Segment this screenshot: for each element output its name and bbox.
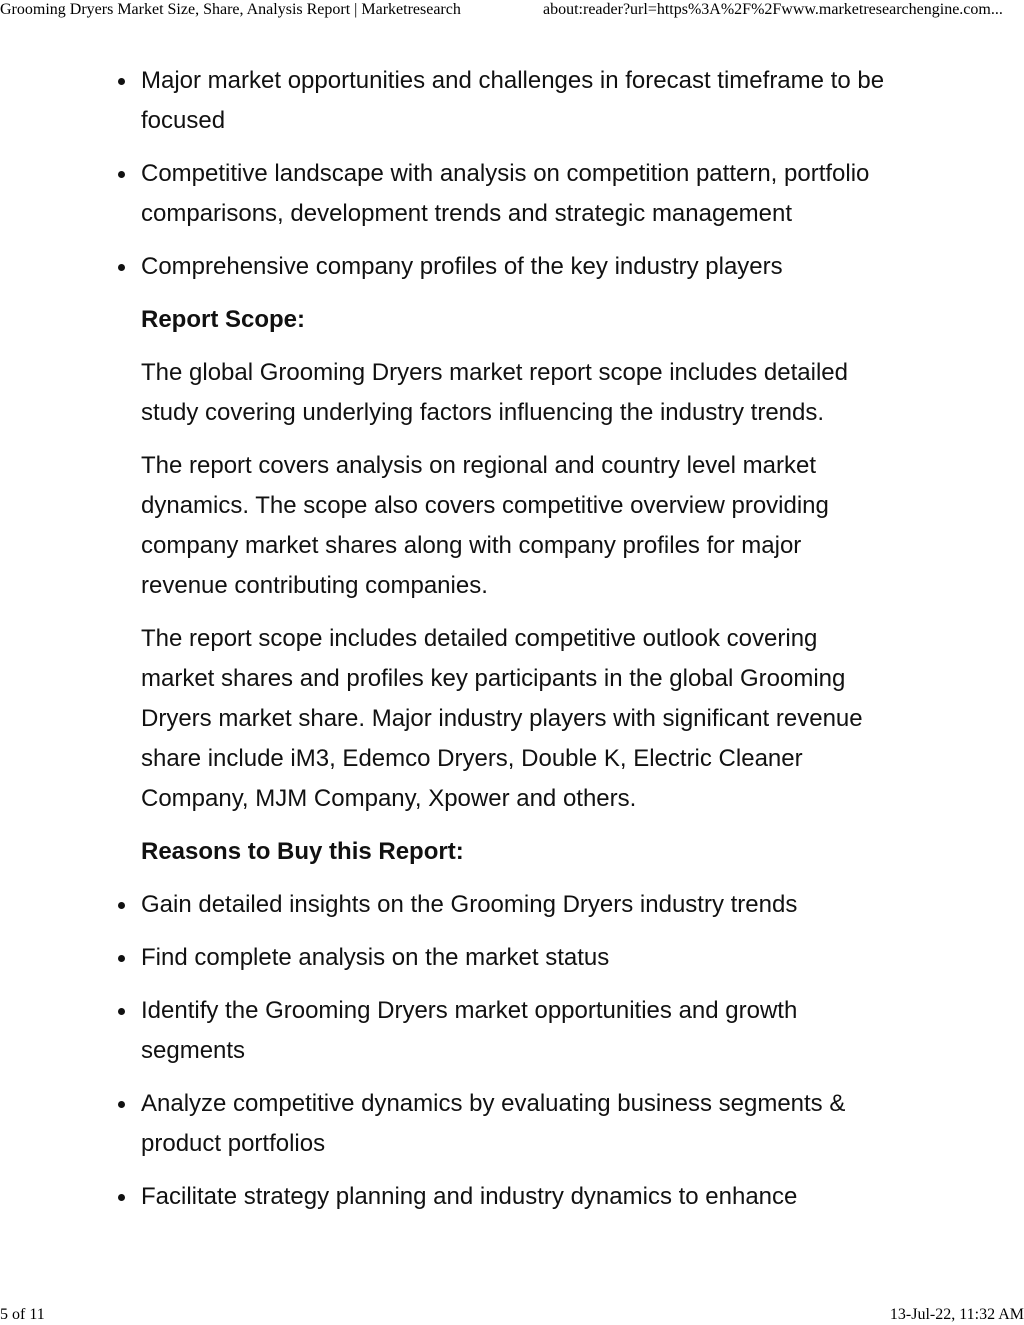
print-header [0, 0, 1024, 24]
article-content [141, 61, 891, 1230]
list-item-text: Gain detailed insights on the Grooming Dryers industry trends [141, 891, 798, 918]
list-item [141, 247, 891, 287]
bullet-icon [118, 902, 125, 909]
list-item-text: Facilitate strategy planning and industry dynamics to enhance [141, 1183, 798, 1210]
bullet-icon [118, 1101, 125, 1108]
opportunities-list [141, 61, 891, 287]
list-item-text: Identify the Grooming Dryers market opportunities and growth segments [141, 997, 798, 1064]
list-item [141, 991, 891, 1071]
print-footer [0, 1305, 1024, 1325]
report-scope-heading: Report Scope: [141, 306, 306, 333]
list-item-text: Competitive landscape with analysis on competition pattern, portfolio comparisons, development trends and strategic management [141, 160, 870, 227]
page-number: 5 of 11 [0, 1306, 45, 1323]
document-title: Grooming Dryers Market Size, Share, Analysis Report | Marketresearch [0, 1, 461, 18]
reasons-heading: Reasons to Buy this Report: [141, 838, 464, 865]
scope-paragraph: The global Grooming Dryers market report scope includes detailed study covering underlying factors influencing the industry trends. [141, 359, 849, 426]
bullet-icon [118, 955, 125, 962]
bullet-icon [118, 78, 125, 85]
list-item [141, 938, 891, 978]
bullet-icon [118, 1194, 125, 1201]
list-item [141, 1177, 891, 1217]
bullet-icon [118, 1008, 125, 1015]
list-item-text: Major market opportunities and challenges in forecast timeframe to be focused [141, 67, 885, 134]
bullet-icon [118, 171, 125, 178]
document-url: about:reader?url=https%3A%2F%2Fwww.marketresearchengine.com... [543, 1, 1003, 18]
print-datetime: 13-Jul-22, 11:32 AM [889, 1306, 1024, 1323]
list-item-text: Find complete analysis on the market status [141, 944, 610, 971]
scope-paragraph: The report covers analysis on regional and country level market dynamics. The scope also covers competitive overview providing company market shares along with company profiles for major revenue contributing companies. [141, 452, 829, 599]
list-item [141, 885, 891, 925]
list-item-text: Analyze competitive dynamics by evaluating business segments & product portfolios [141, 1090, 846, 1157]
list-item [141, 1084, 891, 1164]
list-item [141, 61, 891, 141]
bullet-icon [118, 264, 125, 271]
list-item [141, 154, 891, 234]
list-item-text: Comprehensive company profiles of the key industry players [141, 253, 783, 280]
scope-paragraph: The report scope includes detailed competitive outlook covering market shares and profiles key participants in the global Grooming Dryers market share. Major industry players with significant revenue share include iM3, Edemco Dryers, Double K, Electric Cleaner Company, MJM Company, Xpower and others. [141, 625, 863, 812]
reasons-list [141, 885, 891, 1217]
